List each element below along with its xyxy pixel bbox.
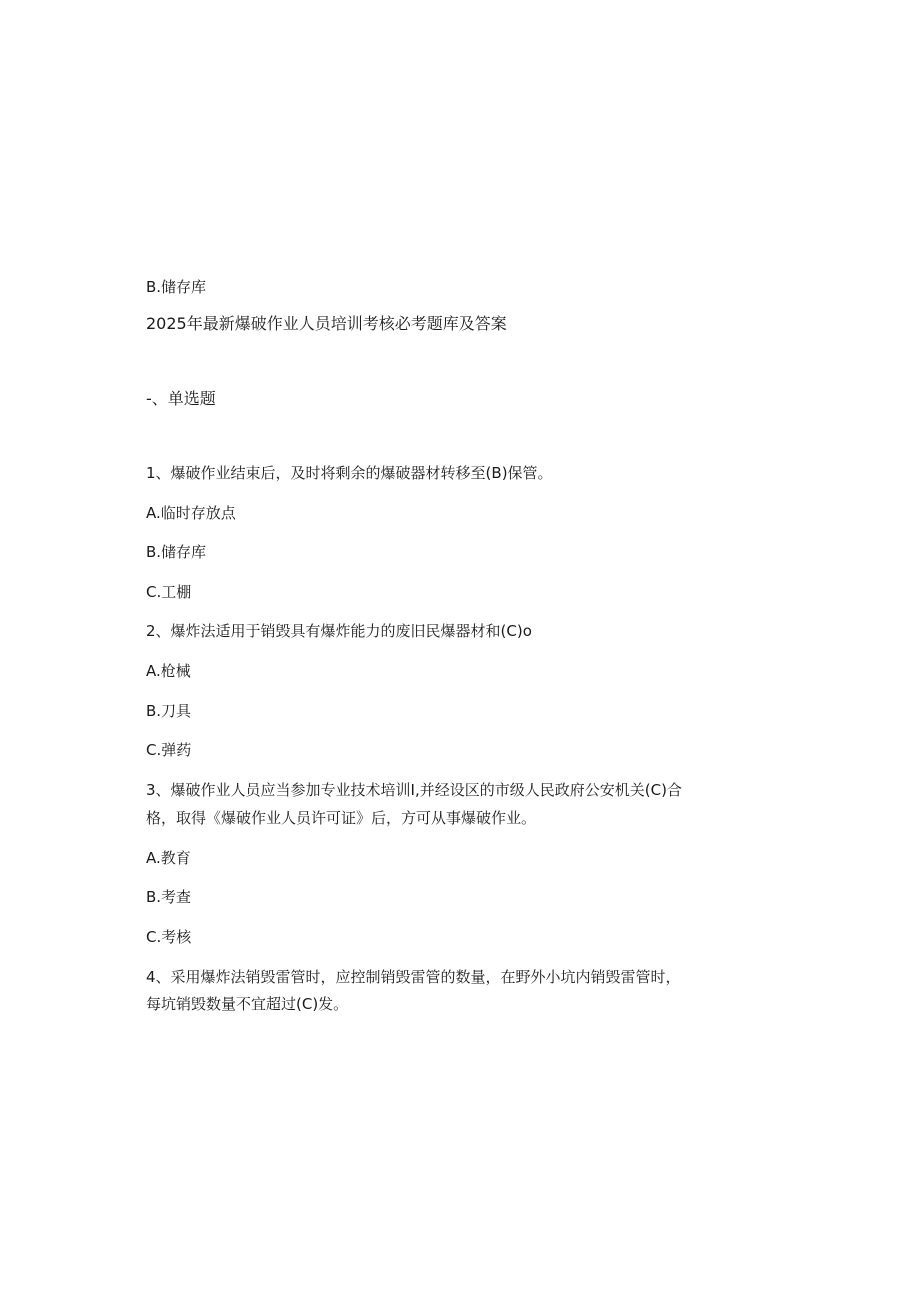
- question-4-stem-line-2: 每坑销毁数量不宜超过(C)发。: [146, 995, 349, 1013]
- header-fragment: B.储存库: [146, 278, 207, 296]
- question-2-option-c: C.弹药: [146, 741, 192, 759]
- document-title: 2025年最新爆破作业人员培训考核必考题库及答案: [146, 314, 507, 333]
- section-title: -、单选题: [146, 389, 216, 408]
- question-3-option-a: A.教育: [146, 849, 191, 867]
- question-4-stem-line-1: 4、采用爆炸法销毁雷管时，应控制销毁雷管的数量，在野外小坑内销毁雷管时，: [146, 968, 681, 986]
- question-1-stem: 1、爆破作业结束后，及时将剩余的爆破器材转移至(B)保管。: [146, 464, 553, 482]
- question-3-option-c: C.考核: [146, 928, 192, 946]
- question-3-option-b: B.考查: [146, 888, 192, 906]
- question-3-stem-line-1: 3、爆破作业人员应当参加专业技术培训I,并经设区的市级人民政府公安机关(C)合: [146, 781, 682, 799]
- question-1-option-c: C.工棚: [146, 583, 192, 601]
- question-1-option-a: A.临时存放点: [146, 504, 236, 522]
- question-2-option-b: B.刀具: [146, 702, 192, 720]
- question-2-option-a: A.枪械: [146, 662, 191, 680]
- question-3-stem-line-2: 格，取得《爆破作业人员许可证》后，方可从事爆破作业。: [146, 809, 537, 827]
- question-2-stem: 2、爆炸法适用于销毁具有爆炸能力的废旧民爆器材和(C)o: [146, 622, 532, 640]
- question-1-option-b: B.储存库: [146, 543, 207, 561]
